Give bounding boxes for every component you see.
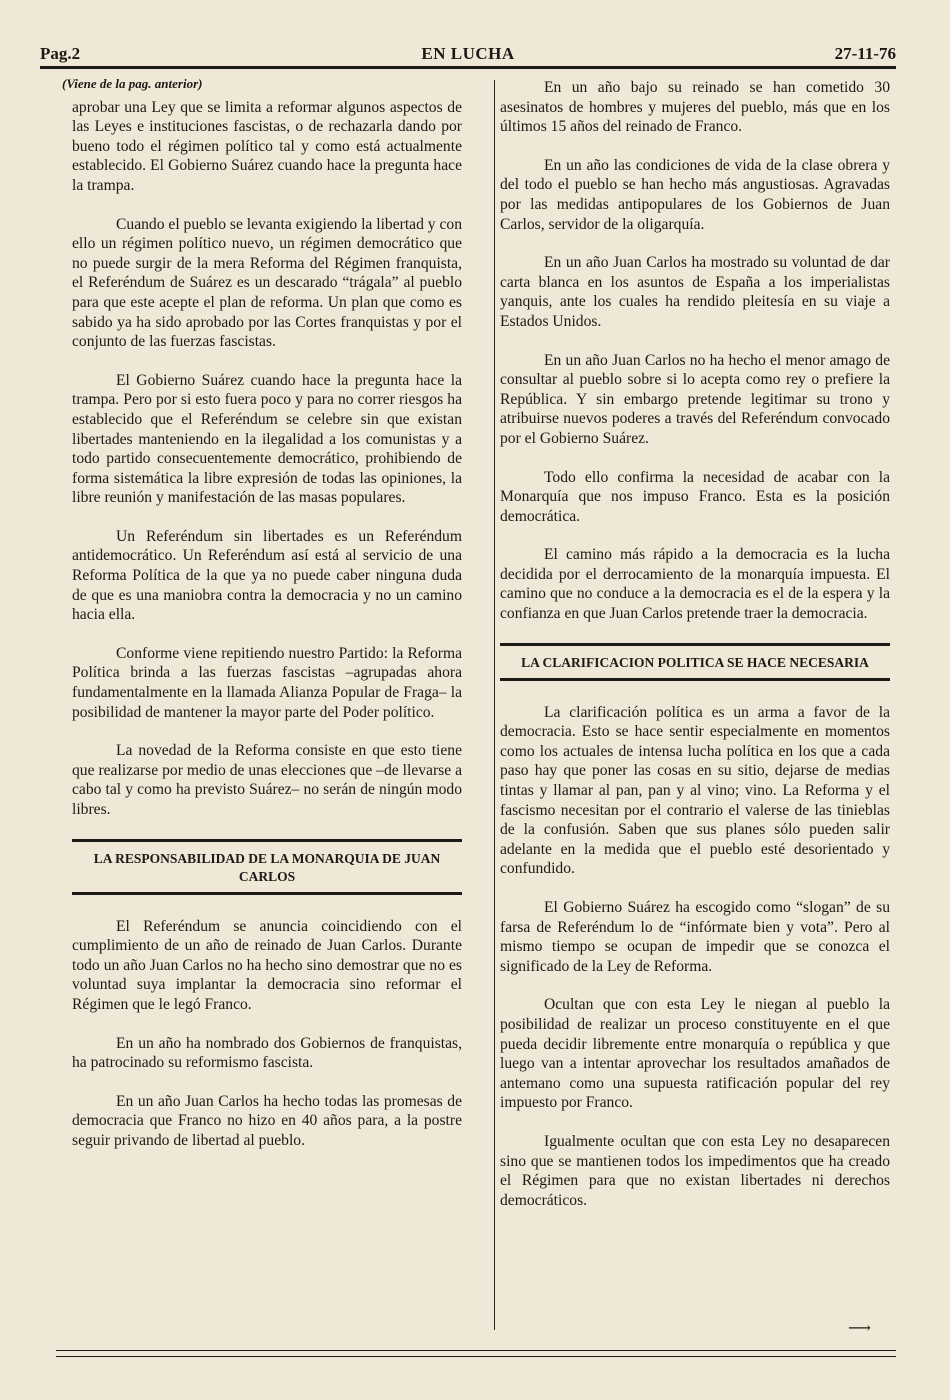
right-column: [500, 70, 890, 1229]
column-divider: [494, 80, 495, 1330]
page-number: Pag.2: [40, 44, 81, 63]
paragraph: El Referéndum se anuncia coincidiendo con el cumplimiento de un año de reinado de Juan Carlos. Durante todo un año Juan Carlos no ha hecho sino demostrar que no es voluntad suya implantar la democracia sino reformar el Régimen que le legó Franco.: [72, 917, 462, 1013]
publication-title: EN LUCHA: [421, 44, 515, 63]
section-heading: LA CLARIFICACION POLITICA SE HACE NECESARIA: [500, 643, 890, 681]
paragraph: La novedad de la Reforma consiste en que esto tiene que realizarse por medio de unas elecciones que –de llevarse a cabo tal y como ha previsto Suárez– no serán de ningún modo libres.: [72, 742, 462, 818]
paragraph: El camino más rápido a la democracia es la lucha decidida por el derrocamiento de la monarquía impuesta. El camino que no conduce a la democracia es el de la espera y la confianza en que Juan Carlos pretende traer la democracia.: [500, 546, 890, 623]
header-rule: [40, 66, 896, 69]
footer-rule: [56, 1356, 896, 1357]
paragraph: En un año Juan Carlos no ha hecho el menor amago de consultar al pueblo sobre si lo acepta como rey o prefiere la República. Y sin embargo pretende legitimar su trono y atribuirse nuevos poderes a través del Referéndum convocado por el Gobierno Suárez.: [500, 351, 890, 447]
paragraph: Conforme viene repitiendo nuestro Partido: la Reforma Política brinda a las fuerzas fascistas –agrupadas ahora fundamentalmente en la llamada Alianza Popular de Fraga– la posibilidad de mantener la mayor parte del Poder político.: [72, 644, 462, 721]
page-header: [40, 40, 896, 66]
issue-date: 27-11-76: [834, 44, 896, 63]
continued-note: (Viene de la pag. anterior): [62, 76, 203, 91]
paragraph: Ocultan que con esta Ley le niegan al pueblo la posibilidad de realizar un proceso constituyente en el que pueda decidir libremente entre monarquía o república y que luego van a intentar aprovechar los resultados amañados de antemano como una supuesta ratificación popular del rey impuesto por Franco.: [500, 996, 890, 1112]
section-heading: LA RESPONSABILIDAD DE LA MONARQUIA DE JUAN CARLOS: [72, 839, 462, 895]
paragraph: El Gobierno Suárez cuando hace la pregunta hace la trampa. Pero por si esto fuera poco y para no correr riesgos ha establecido que el Referéndum se celebre sin que existan libertades manteniendo en la ilegalidad a los comunistas y a todo partido consecuentemente democrático, prohibiendo de forma sistemática la libre expresión de todas las opiniones, la libre reunión y manifestación de las masas populares.: [72, 371, 462, 507]
paragraph: En un año Juan Carlos ha mostrado su voluntad de dar carta blanca en los asuntos de España a los imperialistas yanquis, ante los cuales ha rendido pleitesía en su viaje a Estados Unidos.: [500, 254, 890, 330]
paragraph: Igualmente ocultan que con esta Ley no desaparecen sino que se mantienen todos los impedimentos que ha creado el Régimen para que no existan libertades ni derechos democráticos.: [500, 1132, 890, 1209]
continue-arrow-icon: ⟶: [848, 1320, 871, 1337]
left-column: [62, 70, 462, 1170]
paragraph: aprobar una Ley que se limita a reformar algunos aspectos de las Leyes e instituciones fascistas, o de rechazarla dando por bueno todo el régimen político tal y como está actualmente establecido. El Gobierno Suárez cuando hace la pregunta hace la trampa.: [72, 98, 462, 194]
footer-rule: [56, 1350, 896, 1351]
paragraph: La clarificación política es un arma a favor de la democracia. Esto se hace sentir especialmente en momentos como los actuales de intensa lucha política en los que a cada paso hay que poner las cosas en su sitio, dejarse de medias tintas y llamar al pan, pan y al vino; vino. La Reforma y el fascismo necesitan por el contrario el valerse de las tinieblas de la confusión. Saben que sus planes sólo pueden salir adelante en la medida que el pueblo esté desorientado y confundido.: [500, 703, 890, 878]
paragraph: En un año las condiciones de vida de la clase obrera y del todo el pueblo se han hecho más angustiosas. Agravadas por las medidas antipopulares de los Gobiernos de Juan Carlos, servidor de la oligarquía.: [500, 156, 890, 233]
paragraph: En un año bajo su reinado se han cometido 30 asesinatos de hombres y mujeres del pueblo, más que en los últimos 15 años del reinado de Franco.: [500, 79, 890, 136]
paragraph: En un año Juan Carlos ha hecho todas las promesas de democracia que Franco no hizo en 40 años para, a la postre seguir privando de libertad al pueblo.: [72, 1092, 462, 1149]
paragraph: En un año ha nombrado dos Gobiernos de franquistas, ha patrocinado su reformismo fascista.: [72, 1034, 462, 1072]
paragraph: Cuando el pueblo se levanta exigiendo la libertad y con ello un régimen político nuevo, un régimen democrático que no puede surgir de la mera Reforma del Régimen franquista, el Referéndum de Suárez es un descarado “trágala” al pueblo para que este acepte el plan de reforma. Un plan que como es sabido ya ha sido aprobado por las Cortes franquistas y por el conjunto de las fuerzas fascistas.: [72, 215, 462, 351]
paragraph: Un Referéndum sin libertades es un Referéndum antidemocrático. Un Referéndum así está al servicio de una Reforma Política de la que ya no puede caber ninguna duda de que es una maniobra contra la democracia y no un camino hacia ella.: [72, 527, 462, 624]
paragraph: El Gobierno Suárez ha escogido como “slogan” de su farsa de Referéndum lo de “infórmate bien y vota”. Pero al mismo tiempo se ocupan de impedir que se conozca el significado de la Ley de Reforma.: [500, 899, 890, 975]
paragraph: Todo ello confirma la necesidad de acabar con la Monarquía que nos impuso Franco. Esta es la posición democrática.: [500, 468, 890, 525]
